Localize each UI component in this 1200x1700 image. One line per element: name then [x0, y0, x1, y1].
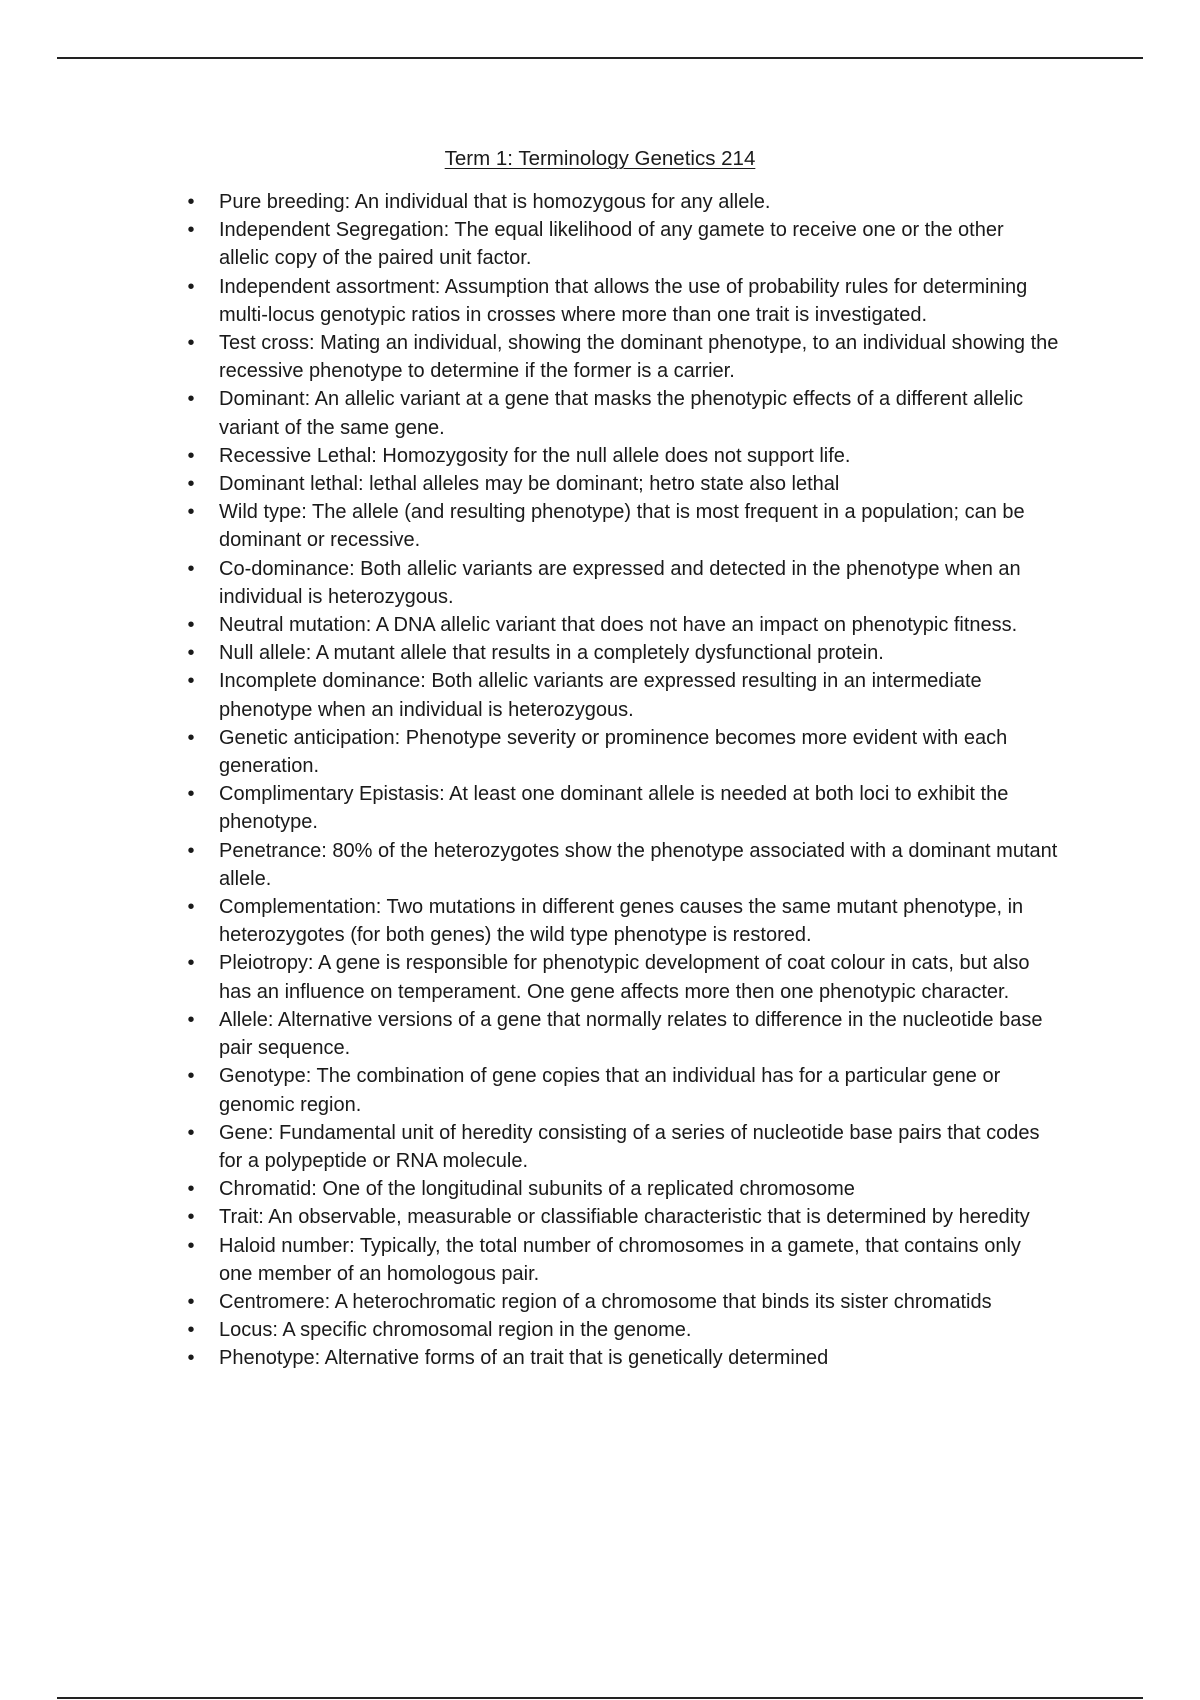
bullet-icon: •	[187, 1121, 195, 1144]
list-item	[0, 837, 1059, 893]
list-item	[0, 470, 1059, 498]
bullet-icon: •	[187, 473, 195, 496]
bullet-icon: •	[187, 191, 195, 213]
term-definition: Test cross: Mating an individual, showing the dominant phenotype, to an individual showing the recessive phenotype to determine if the former is a carrier.	[219, 332, 1059, 383]
term-definition: Phenotype: Alternative forms of an trait that is genetically determined	[219, 1347, 829, 1370]
bullet-icon: •	[187, 332, 195, 355]
bullet-icon: •	[187, 1008, 195, 1031]
list-item	[0, 780, 1059, 836]
bullet-icon: •	[187, 839, 195, 862]
list-item	[0, 639, 1059, 667]
list-item	[0, 1175, 1059, 1203]
list-item	[0, 1006, 1059, 1062]
bullet-icon: •	[187, 670, 195, 693]
term-definition: Neutral mutation: A DNA allelic variant that does not have an impact on phenotypic fitness.	[219, 614, 1018, 637]
bullet-icon: •	[187, 1290, 195, 1313]
term-definition: Pure breeding: An individual that is homozygous for any allele.	[219, 191, 771, 213]
top-rule	[57, 57, 1143, 59]
list-item	[0, 216, 1059, 272]
list-item	[0, 1344, 1059, 1372]
bullet-icon: •	[187, 783, 195, 806]
term-definition: Incomplete dominance: Both allelic variants are expressed resulting in an intermediate phenotype when an individual is heterozygous.	[219, 670, 982, 721]
term-definition: Null allele: A mutant allele that results in a completely dysfunctional protein.	[219, 642, 884, 665]
list-item	[0, 1203, 1059, 1231]
term-definition: Haloid number: Typically, the total number of chromosomes in a gamete, that contains only one member of an homologous pair.	[219, 1234, 1021, 1285]
bullet-icon: •	[187, 1206, 195, 1229]
bullet-icon: •	[187, 952, 195, 975]
term-definition: Dominant: An allelic variant at a gene that masks the phenotypic effects of a different allelic variant of the same gene.	[219, 388, 1024, 439]
term-definition: Locus: A specific chromosomal region in the genome.	[219, 1319, 692, 1342]
term-definition: Penetrance: 80% of the heterozygotes show the phenotype associated with a dominant mutant allele.	[219, 839, 1058, 890]
bullet-icon: •	[187, 1347, 195, 1370]
list-item	[0, 893, 1059, 949]
bullet-icon: •	[187, 388, 195, 411]
list-item	[0, 949, 1059, 1005]
bullet-icon: •	[187, 219, 195, 242]
term-definition: Co-dominance: Both allelic variants are expressed and detected in the phenotype when an individual is heterozygous.	[219, 557, 1021, 608]
bullet-icon: •	[187, 1178, 195, 1201]
list-item	[0, 667, 1059, 723]
bullet-icon: •	[187, 444, 195, 467]
list-item	[0, 385, 1059, 441]
page-title-text: Term 1: Terminology Genetics 214	[444, 147, 756, 170]
term-definition: Complimentary Epistasis: At least one dominant allele is needed at both loci to exhibit the phenotype.	[219, 783, 1009, 834]
list-item	[0, 724, 1059, 780]
term-definition: Genotype: The combination of gene copies that an individual has for a particular gene or genomic region.	[219, 1065, 1001, 1116]
term-definition: Genetic anticipation: Phenotype severity or prominence becomes more evident with each generation.	[219, 726, 1008, 778]
bullet-icon: •	[187, 896, 195, 919]
list-item	[0, 1288, 1059, 1316]
bottom-rule	[57, 1697, 1143, 1699]
list-item	[0, 1062, 1059, 1118]
term-definition: Pleiotropy: A gene is responsible for phenotypic development of coat colour in cats, but also has an influence on temperament. One gene affects more then one phenotypic character.	[219, 952, 1030, 1003]
list-item	[0, 329, 1059, 385]
term-definition: Chromatid: One of the longitudinal subunits of a replicated chromosome	[219, 1178, 855, 1201]
term-definition: Gene: Fundamental unit of heredity consisting of a series of nucleotide base pairs that codes for a polypeptide or RNA molecule.	[219, 1121, 1040, 1172]
term-definition: Centromere: A heterochromatic region of a chromosome that binds its sister chromatids	[219, 1290, 992, 1313]
bullet-icon: •	[187, 1234, 195, 1257]
list-item	[0, 1232, 1059, 1288]
bullet-icon: •	[187, 1319, 195, 1342]
bullet-icon: •	[187, 275, 195, 298]
term-definition: Complementation: Two mutations in different genes causes the same mutant phenotype, in heterozygotes (for both genes) the wild type phenotype is restored.	[219, 896, 1024, 947]
term-definition: Wild type: The allele (and resulting phenotype) that is most frequent in a population; can be dominant or recessive.	[219, 501, 1025, 552]
term-definition: Allele: Alternative versions of a gene that normally relates to difference in the nucleotide base pair sequence.	[219, 1008, 1043, 1060]
bullet-icon: •	[187, 726, 195, 749]
term-list	[0, 188, 1059, 1373]
term-definition: Independent Segregation: The equal likelihood of any gamete to receive one or the other allelic copy of the paired unit factor.	[219, 219, 1004, 270]
bullet-icon: •	[187, 614, 195, 637]
list-item	[0, 442, 1059, 470]
list-item	[0, 611, 1059, 639]
list-item	[0, 188, 1059, 216]
term-definition: Trait: An observable, measurable or classifiable characteristic that is determined by heredity	[219, 1206, 1030, 1229]
bullet-icon: •	[187, 557, 195, 580]
bullet-icon: •	[187, 1065, 195, 1088]
term-definition: Dominant lethal: lethal alleles may be dominant; hetro state also lethal	[219, 473, 840, 496]
page-title	[0, 145, 1200, 173]
term-definition: Independent assortment: Assumption that allows the use of probability rules for determining multi-locus genotypic ratios in crosses where more than one trait is investigated.	[219, 275, 1028, 326]
list-item	[0, 1316, 1059, 1344]
bullet-icon: •	[187, 642, 195, 665]
list-item	[0, 273, 1059, 329]
term-definition: Recessive Lethal: Homozygosity for the null allele does not support life.	[219, 444, 851, 467]
list-item	[0, 498, 1059, 554]
bullet-icon: •	[187, 501, 195, 524]
list-item	[0, 555, 1059, 611]
list-item	[0, 1119, 1059, 1175]
